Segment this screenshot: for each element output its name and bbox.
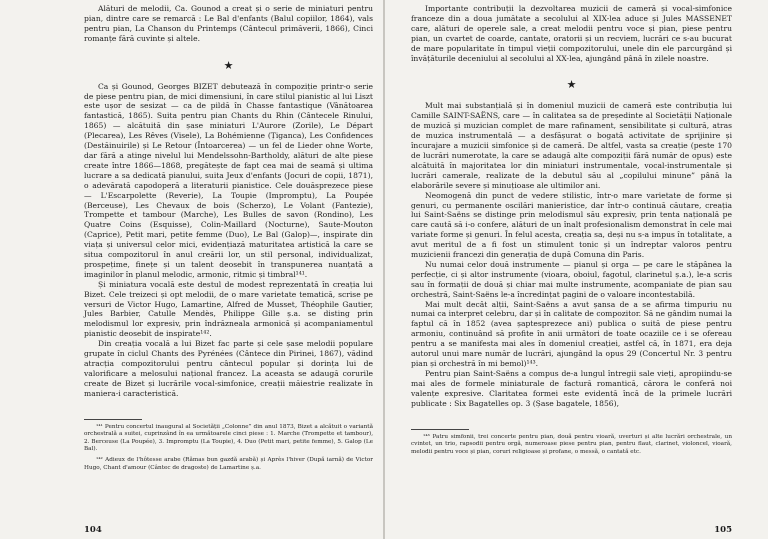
paragraph-bizet-piano: Ca și Gounod, Georges BIZET debutează în compoziție printr-o serie de piese pentru pian, de mici dimensiuni, în care stilul pianistic al lui Liszt este ușor de sesizat — ca de pildă în Chasse fantastique (Vânătoarea fantastică, 1865). Suita pentru pian Chants du Rhin (Cântecele Rinului, 1865) — alcătuită din șase miniaturi L'Aurore (Zorile), Le Départ (Plecarea), Les Rêves (Visele), La Bohémienne (Țiganca), Les Confidences (Destăinuirile) și Le Retour (Întoarcerea) — un fel de Lieder ohne Worte, dar fără a atinge nivelul lui Mendelssohn-Bartholdy, alături de alte piese create între 1866—1868, pregătește de fapt cea mai de seamă și ultima lucrare a sa dedicată pianului, suita Jeux d'enfants (Jocuri de copii, 1871), o adevărată capodoperă a literaturii pianistice. Cele douăsprezece piese — L'Escarpolette (Reverie), La Toupie (Impromptu), La Poupée (Berceuse), Les Chevaux de bois (Scherzo), Le Volant (Fantezie), Trompette et tambour (Marche), Les Bulles de savon (Rondino), Les Quatre Coins (Esquisse), Colin-Maillard (Nocturne), Saute-Mouton (Caprice), Petit mari, petite femme (Duo), Le Bal (Galop)—, inspirate din viața și universul celor mici, evidențiază maturitatea artistică la care se situa compozitorul în anul creării lor, un stil personal, individualizat, prospețime, finețe și un talent deosebit în transpunerea nuanțată a imaginilor în planul melodic, armonic, ritmic și timbral¹⁴¹. <box>84 81 373 279</box>
paragraph-saint-saens-early: Mai mult decât alții, Saint-Saëns a avut șansa de a se afirma timpuriu nu numai ca interpret celebru, dar și în calitate de compozitor. Să ne gândim numai la faptul că în 1852 (avea șaptesprezece ani) publica o suită de piese pentru armoniu, continuând să profite în anii următori de toate ocaziile ce i se ofereau pentru a se manifesta mai ales în domeniul creației, astfel că, în 1871, era deja autorul unui mare număr de lucrări, ajungând la opus 29 (Concertul Nr. 3 pentru pian și orchestră în mi bemol)¹⁴³. <box>411 299 732 368</box>
left-page <box>0 0 383 539</box>
section-star: ★ <box>223 58 234 72</box>
paragraph-saint-saens-instruments: Nu numai celor două instrumente — pianul și orga — pe care le stăpânea la perfecție, ci și altor instrumente (vioara, oboiul, fagotul, clarinetul ș.a.), le-a scris sau în formații de două și chiar mai multe instrumente, acompaniate de pian sau orchestră, Saint-Saëns le-a încredințat pagini de o valoare incontestabilă. <box>411 259 732 299</box>
paragraph-saint-saens-piano: Pentru pian Saint-Saëns a compus de-a lungul întregii sale vieți, apropiindu-se mai ales de formele miniaturale de factură romantică, cărora le conferă noi valențe expresive. Claritatea formei este evidentă încă de la primele lucrări publicate : Six Bagatelles op. 3 (Șase bagatele, 1856), <box>411 368 732 408</box>
footnote-142: ¹⁴² Adieux de l'hôtesse arabe (Rămas bun gazdă arabă) și Après l'hiver (După iarnă) de Victor Hugo, Chant d'amour (Cântec de dragoste) de Lamartine ș.a. <box>84 457 373 471</box>
footnote-rule <box>84 419 142 420</box>
page-number-left: 104 <box>84 525 102 535</box>
footnote-143: ¹⁴³ Patru simfonii, trei concerte pentru pian, două pentru vioară, uverturi și alte lucrări orchestrale, un cvintet, un trio, rapsodii pentru orgă, numeroase piese pentru pian, pentru flaut, clarinet, violoncel, vioară, melodii pentru voce și pian, coruri religioase și profane, o messă, o cantată etc. <box>411 433 732 455</box>
footnote-rule <box>411 429 469 430</box>
page-number-right: 105 <box>714 525 732 535</box>
paragraph-saint-saens-intro: Mult mai substanțială și în domeniul muzicii de cameră este contribuția lui Camille SAINT-SAËNS, care — în calitatea sa de președinte al Societății Naționale de muzică și muzician complet de mare rafinament, sensibilitate și cultură, atras de muzica instrumentală — a desfășurat o bogată activitate de sprijinire și încurajare a muzicii simfonice și de cameră. De altfel, vasta sa creație (peste 170 de lucrări numerotate, la care se adaugă alte compoziții fără număr de opus) este alcătuită în majoritatea lor din miniaturi instrumentale, vocal-instrumentale și lucrări camerale, realizate de la debutul său al „copilului minune” până la elaborările severe și minuțioase ale ultimilor ani. <box>411 101 732 190</box>
paragraph-gounod: Alături de melodii, Ca. Gounod a creat și o serie de miniaturi pentru pian, dintre care se remarcă : Le Bal d'enfants (Balul copiilor, 1864), vals pentru pian, La Chanson du Printemps (Cântecul primăverii, 1866), Cinci romanțe fără cuvinte și altele. <box>84 4 373 43</box>
footnote-141: ¹⁴¹ Pentru concertul inaugural al Societății „Colonne” din anul 1873, Bizet a alcătuit o variantă orchestrală a suitei, cuprinzând în ea următoarele cinci piese : 1. Marche (Trompette et tambour), 2. Berceuse (La Poupée), 3. Impromptu (La Toupie), 4. Duo (Petit mari, petite femme), 5. Galop (Le Bal). <box>84 423 373 453</box>
right-page <box>385 0 768 539</box>
paragraph-massenet: Importante contribuții la dezvoltarea muzicii de cameră și vocal-simfonice franceze din a doua jumătate a secolului al XIX-lea aduce și Jules MASSENET care, alături de operele sale, a creat melodii pentru voce și pian, piese pentru pian, un cvartet de coarde, cantate, oratorii și un recviem, lucrări ce s-au bucurat de mare popularitate în timpul vieții compozitorului, unele din ele parcurgând și învățăturile deceniului al secolului al XX-lea, ajungând până în zilele noastre. <box>411 4 732 63</box>
paragraph-bizet-vocal: Și miniatura vocală este destul de modest reprezentată în creația lui Bizet. Cele treizeci și opt melodii, de o mare varietate tematică, scrise pe versuri de Victor Hugo, Lamartine, Alfred de Musset, Théophile Gautier, Jules Barbier, Catulle Mendès, Philippe Gille ș.a. se disting prin melodismul lor expresiv, prin îndrăzneala armonică și acompaniamentul pianistic deosebit de inspirate¹⁴². <box>84 279 373 339</box>
section-star: ★ <box>566 78 577 92</box>
paragraph-bizet-folk: Din creația vocală a lui Bizet fac parte și cele șase melodii populare grupate în ciclul Chants des Pyrénées (Cântece din Pirinei, 1867), vădind atracția compozitorului pentru cântecul popular și dorința lui de valorificare a melosului național francez. La aceasta se adaugă corurile create de Bizet și lucrările vocal-simfonice, creații măiestrie realizate în maniera-i caracteristică. <box>84 339 373 398</box>
paragraph-saint-saens-style: Neomogenă din punct de vedere stilistic, într-o mare varietate de forme și genuri, cu permanente oscilări manieristice, dar într-o continuă căutare, creația lui Saint-Saëns se distinge prin melodismul său expresiv, prin tenta națională pe care caută să i-o confere, alături de un înalt profesionalism demonstrat în cele mai variate forme și genuri. În felul acesta, creația sa, deși nu s-a impus în totalitate, a avut meritul de a fi fost un stimulent tonic și un îndreptar valoros pentru muzicienii francezi din generația de după Comuna din Paris. <box>411 190 732 260</box>
